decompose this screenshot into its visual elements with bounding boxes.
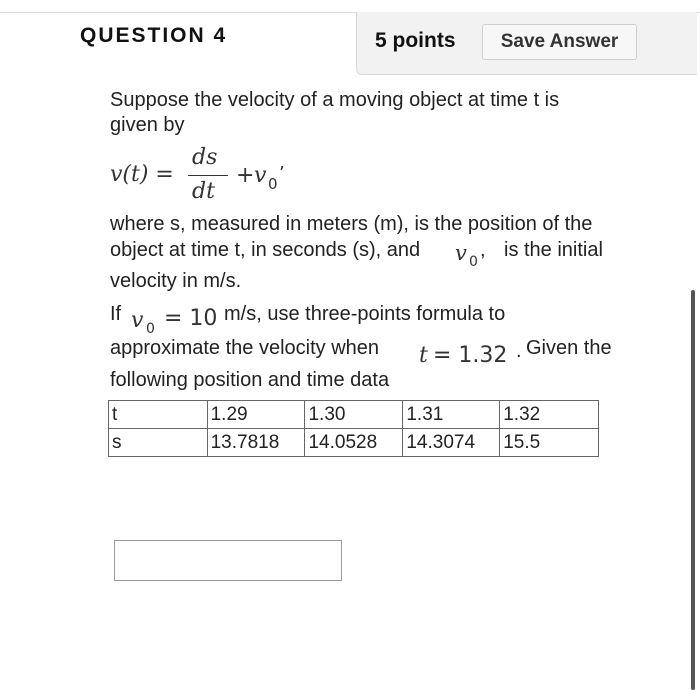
table-cell: 14.3074 xyxy=(403,429,500,457)
question-text-line: m/s, use three-points formula to xyxy=(224,303,506,325)
t-dot: . xyxy=(516,340,522,362)
table-cell: s xyxy=(109,429,208,457)
formula-lhs: v(t) = xyxy=(110,162,174,187)
question-text-line: object at time t, in seconds (s), and xyxy=(110,239,421,261)
if-label: If xyxy=(110,303,122,325)
formula-v0-subscript: 0 xyxy=(268,175,278,193)
table-row xyxy=(109,401,599,429)
t-equals-value: = 1.32 xyxy=(433,343,508,368)
formula-plus: + xyxy=(236,163,255,188)
table-cell: t xyxy=(109,401,208,429)
table-cell: 15.5 xyxy=(500,429,599,457)
question-text-line: given by xyxy=(110,114,185,136)
formula-comma: ’ xyxy=(279,163,285,184)
scrollbar[interactable] xyxy=(691,290,695,690)
question-text-line: following position and time data xyxy=(110,369,390,391)
table-cell: 14.0528 xyxy=(305,429,403,457)
v0-symbol: v xyxy=(455,241,467,265)
table-row xyxy=(109,429,599,457)
answer-input[interactable] xyxy=(114,540,342,581)
question-title: QUESTION 4 xyxy=(80,24,228,47)
v0-equals-value: = 10 xyxy=(164,306,218,331)
v0-subscript: 0 xyxy=(146,321,155,337)
formula-v0: v xyxy=(254,163,267,188)
question-text-line: Given the xyxy=(526,337,612,359)
t-symbol: t xyxy=(419,343,428,368)
fraction-bar xyxy=(188,175,228,176)
question-text-line: velocity in m/s. xyxy=(110,270,242,292)
formula-denominator: dt xyxy=(192,179,215,204)
save-answer-button[interactable]: Save Answer xyxy=(482,24,637,60)
question-text-line: Suppose the velocity of a moving object at time t is xyxy=(110,89,560,111)
v0-subscript: 0 xyxy=(469,254,478,270)
table-cell: 1.29 xyxy=(207,401,305,429)
v0-comma: , xyxy=(480,239,486,261)
table-cell: 1.30 xyxy=(305,401,403,429)
formula-numerator: ds xyxy=(192,145,218,170)
table-cell: 1.32 xyxy=(500,401,599,429)
table-cell: 13.7818 xyxy=(207,429,305,457)
question-points: 5 points xyxy=(375,29,456,52)
question-text-line: approximate the velocity when xyxy=(110,337,380,359)
v0-symbol: v xyxy=(131,308,144,333)
question-text-line: where s, measured in meters (m), is the position of the xyxy=(110,213,593,235)
question-text-line: is the initial xyxy=(504,239,603,261)
table-cell: 1.31 xyxy=(403,401,500,429)
position-time-table xyxy=(108,400,599,457)
